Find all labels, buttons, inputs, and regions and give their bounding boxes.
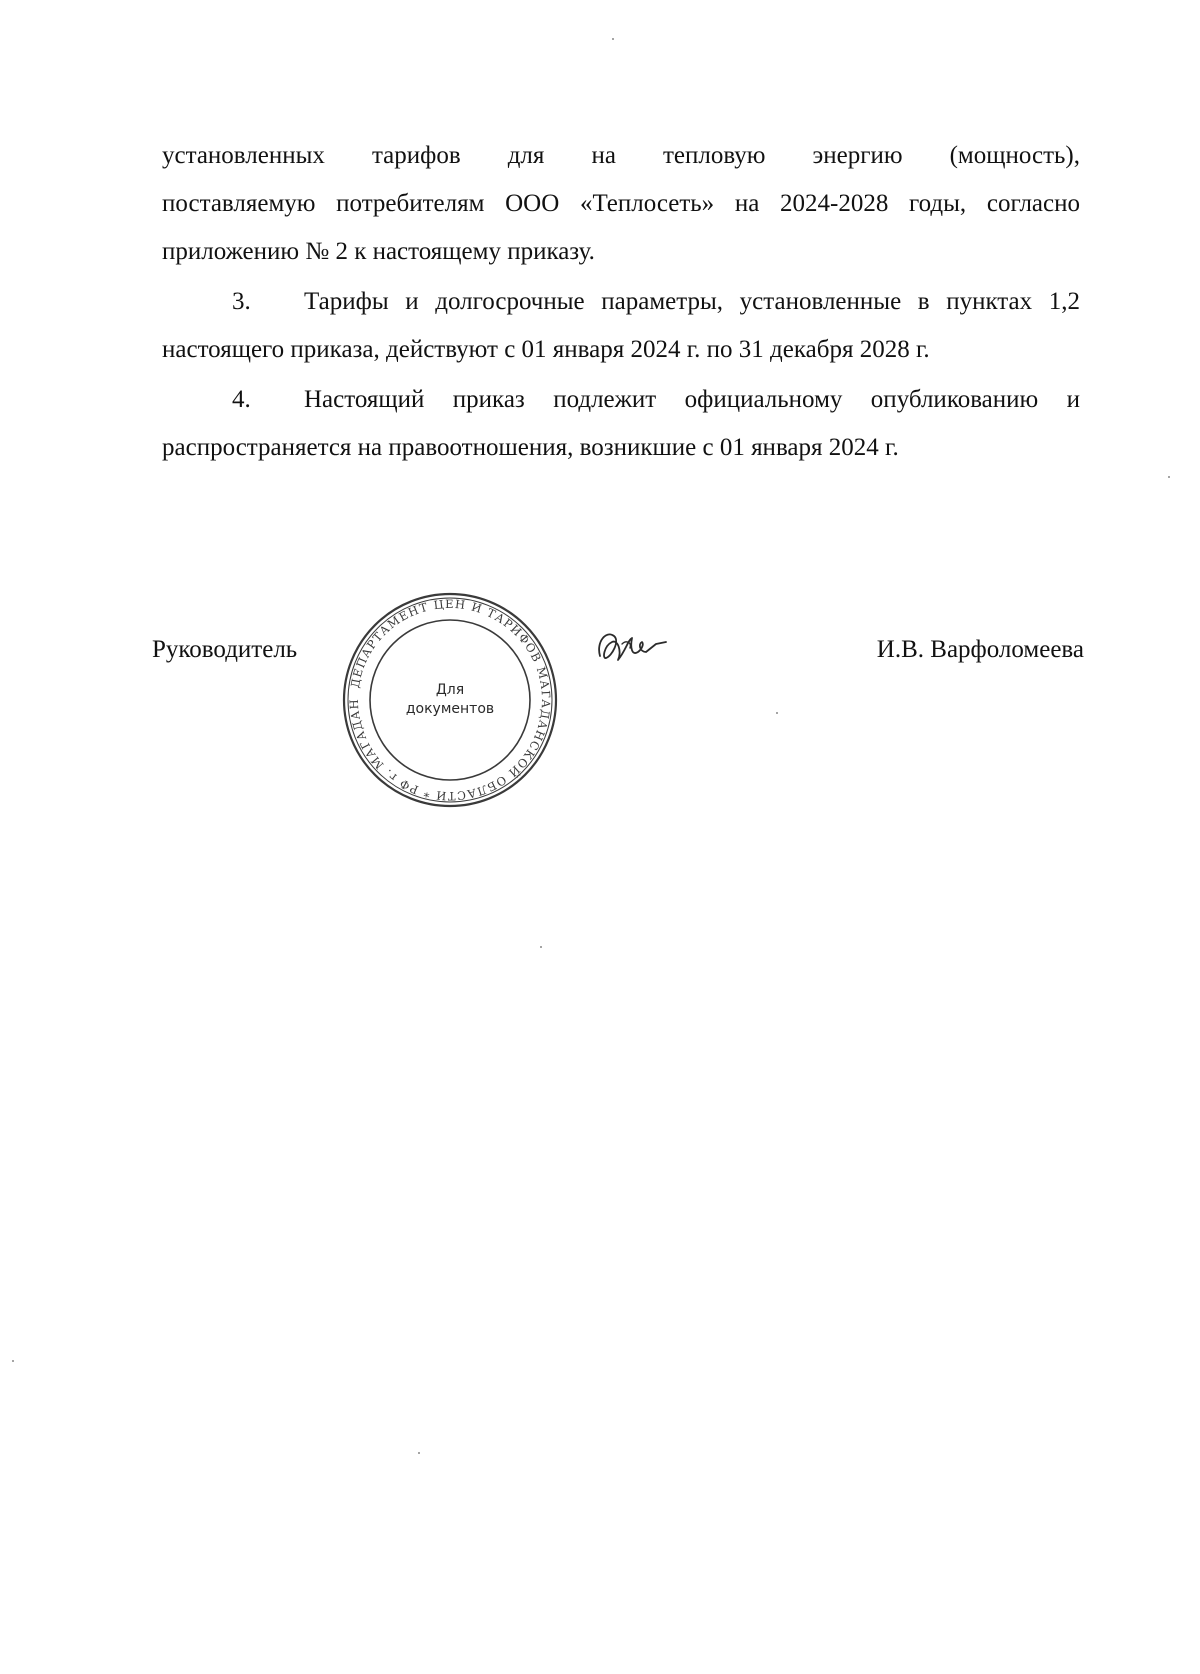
handwritten-signature-icon — [592, 622, 672, 672]
paragraph-3 — [162, 278, 1080, 374]
svg-text:ДЕПАРТАМЕНТ ЦЕН И ТАРИФОВ МАГА: ДЕПАРТАМЕНТ ЦЕН И ТАРИФОВ МАГАДАНСКОЙ ОБЛАСТИ * РФ г. МАГАДАН — [346, 596, 554, 804]
paragraph-2-tail-rest: поставляемую потребителям ООО «Теплосеть» на 2024-2028 годы, согласно приложению № 2 к настоящему приказу. — [162, 190, 1080, 265]
stamp-center-line2: документов — [405, 701, 495, 717]
paragraph-3-number: 3. — [232, 288, 251, 315]
scan-speck — [776, 712, 778, 714]
order-body-text — [162, 132, 1080, 472]
signatory-title: Руководитель — [152, 636, 298, 663]
signatory-name: И.В. Варфоломеева — [876, 636, 1084, 663]
scan-speck — [540, 946, 542, 948]
scan-speck — [12, 1360, 14, 1362]
scan-speck — [418, 1452, 420, 1454]
stamp-center-line1: Для — [435, 682, 465, 698]
stamp-center-text — [340, 590, 560, 810]
paragraph-4-text: Настоящий приказ подлежит официальному опубликованию и распространяется на правоотношения, возникшие с 01 января 2024 г. — [162, 386, 1080, 461]
scan-speck — [612, 38, 614, 40]
signature-block — [152, 590, 1092, 850]
paragraph-2-tail-line1: установленных тарифов для на тепловую энергию (мощность), — [162, 142, 1080, 169]
paragraph-4-number: 4. — [232, 386, 251, 413]
paragraph-4 — [162, 376, 1080, 472]
official-stamp — [340, 590, 560, 810]
scan-speck — [1168, 476, 1170, 478]
paragraph-3-text: Тарифы и долгосрочные параметры, установленные в пунктах 1,2 настоящего приказа, действуют с 01 января 2024 г. по 31 декабря 2028 г. — [162, 288, 1080, 363]
